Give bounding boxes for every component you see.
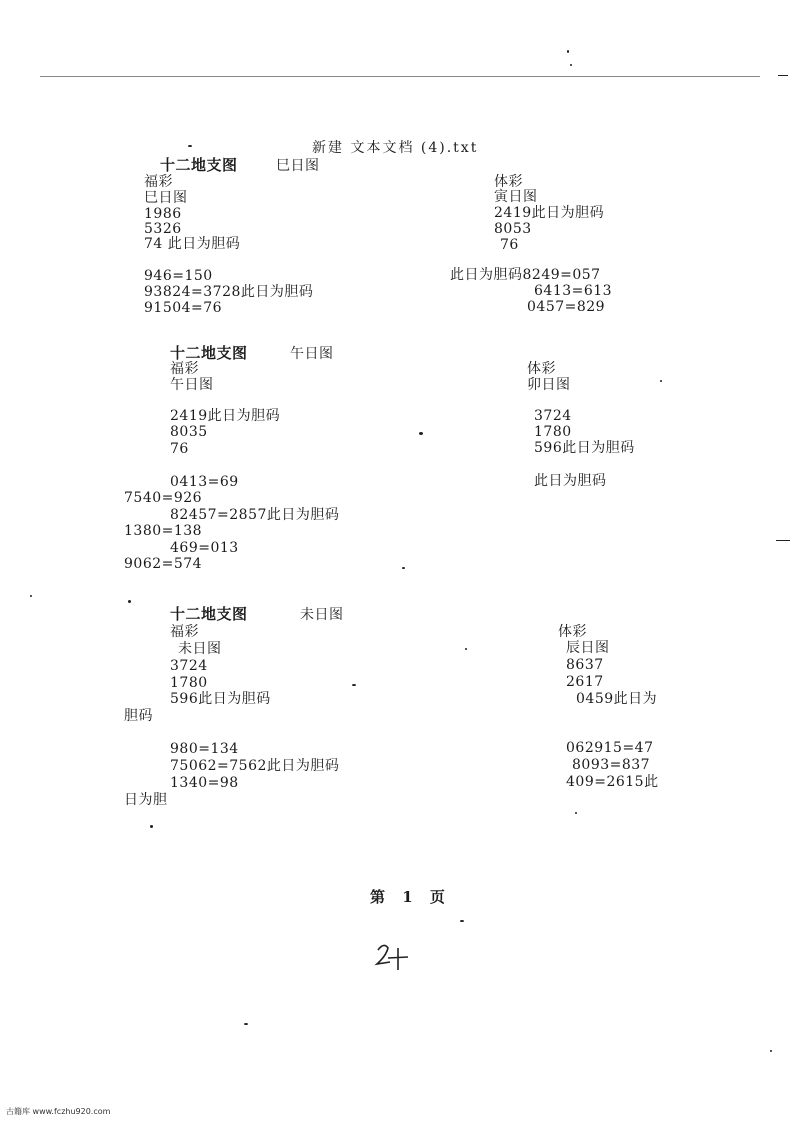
scan-dash [776,540,790,541]
scan-speck [567,50,569,53]
right-number: 3724 [534,408,572,424]
scan-speck [30,595,32,597]
left-number: 76 [170,441,189,457]
scan-speck [465,648,467,650]
section-heading-day: 午日图 [290,346,334,362]
right-number: 8637 [566,657,604,673]
right-result: 此日为胆码 [534,473,607,489]
scan-speck [244,1023,248,1025]
right-label: 体彩 [494,174,523,190]
right-sub: 卯日图 [527,377,571,393]
document-title: 新建 文本文档 (4).txt [312,140,479,156]
right-result: 6413=613 [534,283,613,299]
left-result: 75062=7562此日为胆码 [170,758,340,774]
section-heading: 十二地支图 [170,344,248,362]
left-number: 1780 [170,675,208,691]
scan-line [40,76,760,77]
scan-speck [188,145,192,147]
right-result: 8093=837 [572,757,651,773]
right-number: 0459此日为 [576,691,658,707]
left-label: 福彩 [144,174,173,190]
left-result: 91504=76 [144,300,223,316]
right-result: 062915=47 [566,740,654,756]
handwritten-mark-icon [374,940,414,972]
scan-speck [402,567,405,569]
left-result: 93824=3728此日为胆码 [144,284,314,300]
right-number: 2617 [566,674,604,690]
right-result: 409=2615此 [566,774,659,790]
right-sub: 寅日图 [494,189,538,205]
left-result: 9062=574 [124,556,203,572]
left-result: 82457=2857此日为胆码 [170,507,340,523]
left-result: 1340=98 [170,775,239,791]
right-label: 体彩 [558,624,587,640]
right-number: 76 [500,237,519,253]
left-result: 0413=69 [170,474,239,490]
left-result: 946=150 [144,268,213,284]
left-result: 7540=926 [124,490,203,506]
left-label: 福彩 [170,624,199,640]
left-sub: 巳日图 [144,190,188,206]
right-number: 8053 [494,221,532,237]
left-number: 1986 [144,206,182,222]
scan-speck [460,920,464,922]
right-label: 体彩 [527,361,556,377]
left-sub: 未日图 [178,641,222,657]
right-sub: 辰日图 [566,640,610,656]
left-number: 74 此日为胆码 [144,236,241,252]
scan-dash [778,75,788,76]
left-number: 8035 [170,424,208,440]
scan-speck [352,684,356,686]
scan-speck [770,1050,772,1052]
left-label: 福彩 [170,361,199,377]
scan-speck [570,64,572,66]
right-number: 1780 [534,424,572,440]
scan-speck [419,432,423,435]
right-number: 2419此日为胆码 [494,205,605,221]
right-number: 596此日为胆码 [534,440,635,456]
left-number: 5326 [144,221,182,237]
left-sub: 午日图 [170,377,214,393]
right-result: 0457=829 [527,299,606,315]
left-result: 1380=138 [124,523,203,539]
scan-speck [660,380,662,382]
left-result: 980=134 [170,741,239,757]
section-heading-day: 巳日图 [276,158,320,174]
left-number: 3724 [170,658,208,674]
left-result: 日为胆 [124,792,168,808]
page-number: 第 1 页 [370,888,451,906]
section-heading: 十二地支图 [170,605,248,623]
left-number: 2419此日为胆码 [170,408,281,424]
scan-speck [575,812,577,814]
section-heading: 十二地支图 [160,156,238,174]
scan-speck [150,825,153,828]
left-number: 胆码 [124,708,153,724]
right-result: 此日为胆码8249=057 [450,267,601,283]
scan-speck [128,600,131,603]
section-heading-day: 未日图 [300,607,344,623]
left-number: 596此日为胆码 [170,691,271,707]
footer-watermark: 古籍库 www.fczhu920.com [6,1107,111,1116]
left-result: 469=013 [170,540,239,556]
